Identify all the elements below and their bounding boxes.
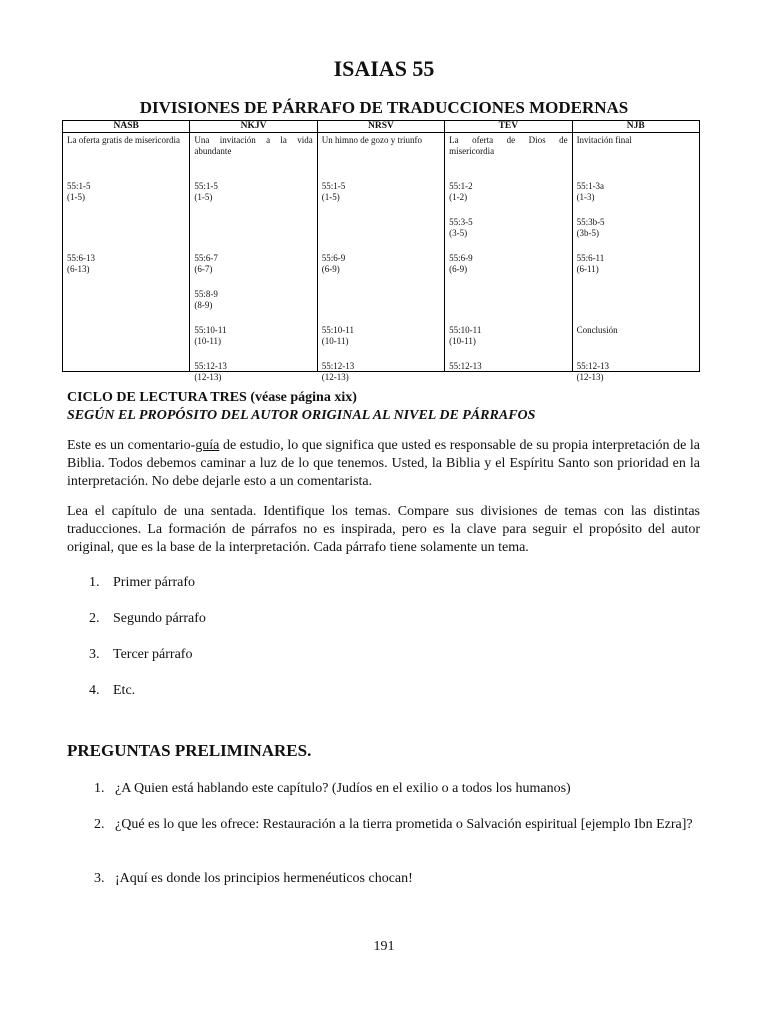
verse-entry xyxy=(449,217,473,239)
list-text: Segundo párrafo xyxy=(113,611,206,626)
column-cell-nasb xyxy=(63,133,190,372)
verse-entry xyxy=(449,361,482,372)
verse-entry xyxy=(577,217,605,239)
verse-range: (12-13) xyxy=(321,372,349,382)
section-heading: La oferta gratis de misericordia xyxy=(67,135,180,145)
question-text: ¿Qué es lo que les ofrece: Restauración a la tierra prometida o Salvación espiritual [ejemplo Ibn Ezra]? xyxy=(115,817,693,832)
list-text: Primer párrafo xyxy=(113,575,196,590)
question-text: ¿A Quien está hablando este capítulo? (Judíos en el exilio o a todos los humanos) xyxy=(115,781,571,796)
question-item xyxy=(94,816,700,834)
verse-entry xyxy=(194,361,227,383)
verse-range: (12-13) xyxy=(576,372,604,382)
verse-range: (6-13) xyxy=(67,264,90,274)
underlined-word: guía xyxy=(195,438,220,453)
section-heading: Un himno de gozo y triunfo xyxy=(321,135,423,145)
verse-range: (1-3) xyxy=(576,192,595,202)
verse-range: (6-11) xyxy=(576,264,599,274)
verse-entry xyxy=(67,253,95,275)
verse-ref: 55:12-13 xyxy=(194,361,227,371)
column-cell-njb xyxy=(572,133,699,382)
column-header-tev: TEV xyxy=(445,121,572,133)
verse-ref: 55:1-5 xyxy=(67,181,91,191)
translations-table xyxy=(62,120,700,382)
question-number: 3. xyxy=(94,871,105,886)
verse-ref: 55:10-11 xyxy=(194,325,227,335)
question-number: 2. xyxy=(94,817,105,832)
verse-ref: 55:6-13 xyxy=(67,253,95,263)
paragraph-text: de estudio, lo que significa que usted es responsable de su propia interpretación de la Biblia. Todos debemos caminar a luz de lo que tenemos. Usted, la Biblia y el Espíritu Santo son prioridad en la interpretación. No debe dejarle esto a un comentarista. xyxy=(67,438,701,489)
intro-paragraph xyxy=(67,437,700,491)
verse-ref: 55:6-9 xyxy=(321,253,346,263)
verse-ref: 55:12-13 xyxy=(321,361,355,371)
table-subtitle: DIVISIONES DE PÁRRAFO DE TRADUCCIONES MODERNAS xyxy=(139,98,629,117)
column-header-nkjv: NKJV xyxy=(190,121,317,133)
list-number: 4. xyxy=(89,683,100,698)
list-number: 3. xyxy=(89,647,100,662)
verse-entry xyxy=(322,181,346,203)
verse-entry xyxy=(449,181,473,203)
question-text: ¡Aquí es donde los principios hermenéuticos chocan! xyxy=(115,871,413,886)
verse-ref: 55:3b-5 xyxy=(576,217,605,227)
verse-ref: 55:10-11 xyxy=(449,325,482,335)
verse-range: (6-7) xyxy=(194,264,213,274)
verse-ref: 55:1-5 xyxy=(321,181,346,191)
verse-entry xyxy=(577,361,610,383)
verse-range: (6-9) xyxy=(449,264,468,274)
section-heading: La oferta de Dios de misericordia xyxy=(449,135,568,156)
column-cell-tev xyxy=(445,133,572,372)
paragraph-text: Este es un comentario- xyxy=(67,438,196,453)
verse-entry xyxy=(322,253,346,275)
verse-entry xyxy=(449,325,481,347)
verse-range: (3b-5) xyxy=(576,228,600,238)
section-heading xyxy=(577,325,618,336)
page-title: ISAIAS 55 xyxy=(333,56,435,81)
verse-entry xyxy=(194,181,218,203)
question-number: 1. xyxy=(94,781,105,796)
verse-entry xyxy=(577,181,605,203)
column-header-njb: NJB xyxy=(572,121,699,133)
column-header-nrsv: NRSV xyxy=(317,121,444,133)
column-cell-nrsv xyxy=(317,133,444,382)
verse-range: (1-5) xyxy=(67,192,85,202)
verse-ref: 55:6-9 xyxy=(449,253,473,263)
column-header-nasb: NASB xyxy=(63,121,190,133)
verse-ref: 55:3-5 xyxy=(449,217,473,227)
verse-range: (8-9) xyxy=(194,300,213,310)
verse-range: (1-2) xyxy=(449,192,468,202)
section-heading: Invitación final xyxy=(576,135,632,145)
list-item xyxy=(89,574,195,592)
column-cell-nkjv xyxy=(190,133,317,382)
question-item xyxy=(94,780,700,798)
question-item xyxy=(94,870,700,888)
list-item xyxy=(89,646,192,664)
list-number: 1. xyxy=(89,575,100,590)
verse-ref: 55:1-2 xyxy=(449,181,473,191)
verse-entry xyxy=(449,253,473,275)
purpose-heading: SEGÚN EL PROPÓSITO DEL AUTOR ORIGINAL AL NIVEL DE PÁRRAFOS xyxy=(67,408,536,423)
verse-range: (12-13) xyxy=(194,372,222,382)
list-item xyxy=(89,610,206,628)
verse-range: (3-5) xyxy=(449,228,468,238)
verse-ref: 55:6-11 xyxy=(576,253,605,263)
list-text: Etc. xyxy=(113,683,136,698)
verse-ref: 55:12-13 xyxy=(576,361,610,371)
list-item xyxy=(89,682,135,700)
verse-ref: 55:1-3a xyxy=(576,181,605,191)
verse-ref: 55:8-9 xyxy=(194,289,218,299)
verse-ref: 55:6-7 xyxy=(194,253,218,263)
verse-range: (1-5) xyxy=(321,192,340,202)
verse-range: (1-5) xyxy=(194,192,213,202)
verse-entry xyxy=(194,325,226,347)
verse-range: (10-11) xyxy=(449,336,476,346)
list-text: Tercer párrafo xyxy=(113,647,193,662)
verse-ref: Conclusión xyxy=(576,325,618,335)
list-number: 2. xyxy=(89,611,100,626)
verse-entry xyxy=(67,181,91,203)
verse-entry xyxy=(577,253,605,275)
verse-entry xyxy=(322,325,354,347)
verse-range: (6-9) xyxy=(321,264,340,274)
verse-ref: 55:1-5 xyxy=(194,181,218,191)
verse-ref: 55:12-13 xyxy=(449,361,482,371)
verse-range: (10-11) xyxy=(321,336,349,346)
reading-cycle-heading: CICLO DE LECTURA TRES (véase página xix) xyxy=(67,390,357,405)
section-heading: Una invitación a la vida abundante xyxy=(194,135,313,156)
verse-entry xyxy=(194,289,218,311)
page-number: 191 xyxy=(373,939,395,954)
verse-entry xyxy=(194,253,218,275)
verse-range: (10-11) xyxy=(194,336,222,346)
instructions-paragraph: Lea el capítulo de una sentada. Identifique los temas. Compare sus divisiones de temas con las distintas traducciones. La formación de párrafos no es inspirada, pero es la clave para seguir el propósito del autor original, que es la base de la interpretación. Cada párrafo tiene solamente un tema. xyxy=(67,504,700,555)
preliminary-questions-heading: PREGUNTAS PRELIMINARES. xyxy=(67,741,312,760)
verse-ref: 55:10-11 xyxy=(321,325,354,335)
verse-entry xyxy=(322,361,355,383)
